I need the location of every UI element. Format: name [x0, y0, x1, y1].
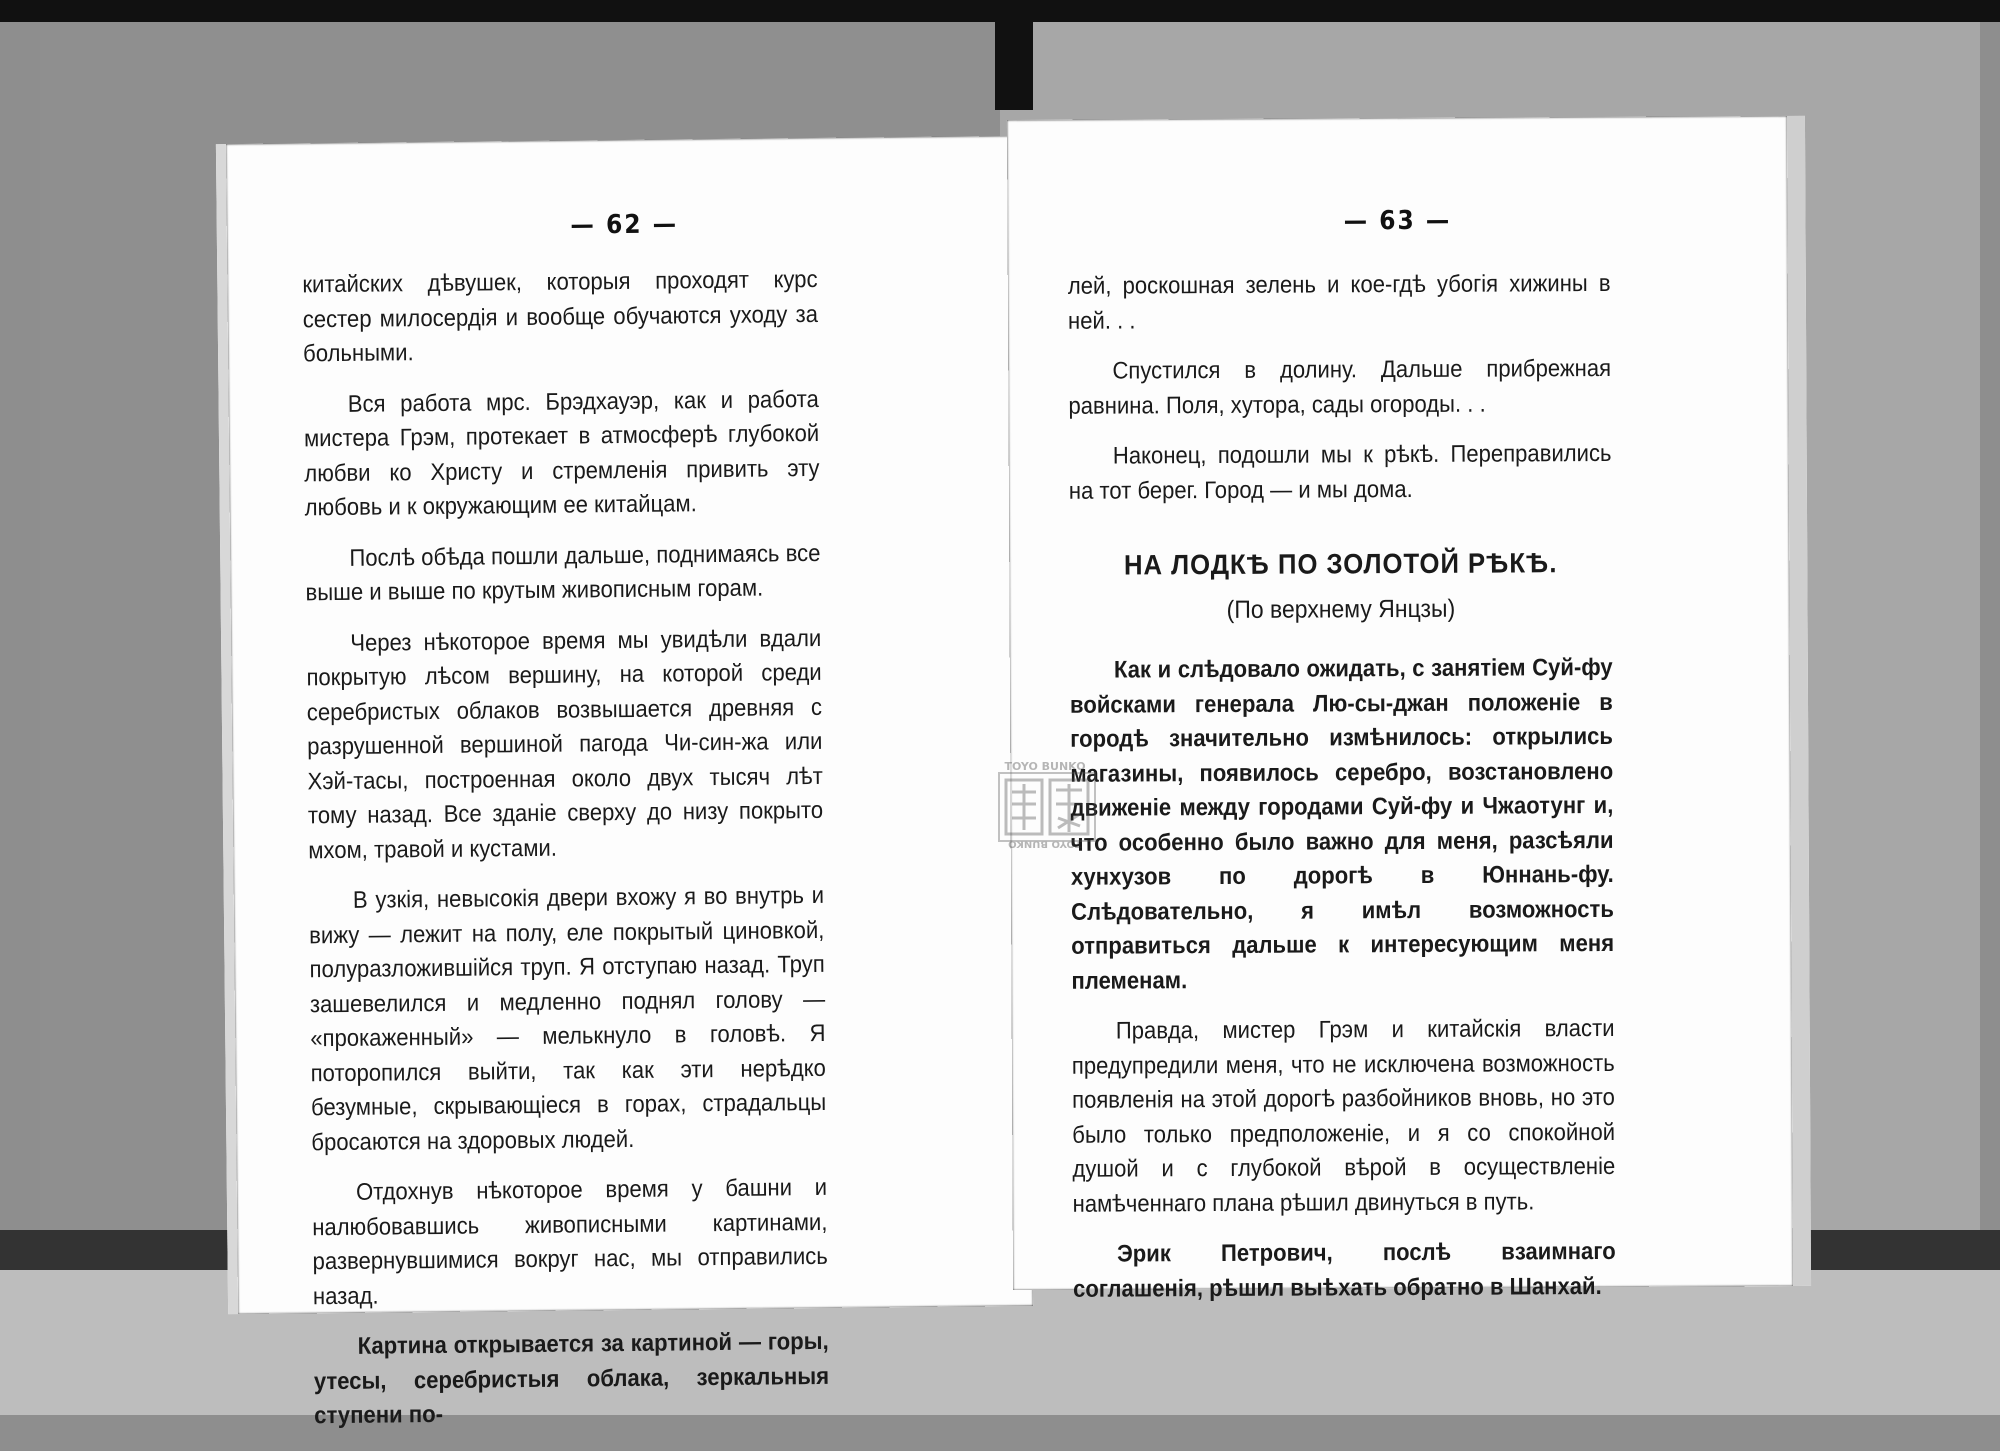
paragraph: лей, роскошная зелень и кое-гдѣ убогія хижины в ней. . . [1067, 269, 1611, 335]
paragraph: Вся работа мрс. Брэдхауэр, как и работа мистера Грэм, протекает в атмосферѣ глубокой любви ко Христу и стремленія привить эту любовь и к окружающим ее китайцам. [303, 385, 820, 522]
paragraph: В узкія, невысокія двери вхожу я во внутрь и вижу — лежит на полу, еле покрытый циновкой, полуразложившійся труп. Я отступаю назад. Труп зашевелился и медленно поднял голову — «прокаженный» — мелькнуло в головѣ. Я поторопился выйти, так как эти нерѣдко безумные, скрывающіеся в горах, страдальцы бросаются на здоровых людей. [309, 881, 827, 1156]
paragraph: китайских дѣвушек, которыя проходят курс сестер милосердія и вообще обучаются уходу за больными. [302, 265, 819, 368]
stamp-top-text: TOYO BUNKO [1004, 760, 1086, 773]
chapter-title: НА ЛОДКѢ ПО ЗОЛОТОЙ РѢКѢ. [1123, 547, 1558, 581]
page-number-right: — 63 — [1343, 205, 1452, 237]
stamp-bottom-text: TOYO BUNKO [1008, 838, 1082, 849]
paragraph: Картина открывается за картиной — горы, утесы, серебристыя облака, зеркальныя ступени по- [313, 1327, 830, 1430]
paragraph: Через нѣкоторое время мы увидѣли вдали покрытую лѣсом вершину, на которой среди серебристых облаков возвышается древняя с разрушенной вершиной пагода Чи-син-жа или Хэй-тасы, построенная около двух тысяч лѣт тому назад. Все зданіе сверху до низу покрыто мхом, травой и кустами. [306, 624, 824, 864]
left-page [216, 136, 1033, 1430]
right-page [1007, 116, 1811, 1303]
paragraph: Как и слѣдовало ожидать, с занятіем Суй-фу войсками генерала Лю-сы-джан положеніе в городѣ значительно измѣнилось: открылись магазины, появилось серебро, возстановлено движеніе между городами Суй-фу и Чжаотунг и, что особенно было важно для меня, разсѣяли хунхузов по дорогѣ в Юннань-фу. Слѣдовательно, я имѣл возможность отправиться дальше к интересующим меня племенам. [1069, 653, 1615, 995]
paragraph: Послѣ обѣда пошли дальше, поднимаясь все выше и выше по крутым живописным горам. [305, 539, 821, 607]
paragraph: Эрик Петрович, послѣ взаимнаго соглашенія, рѣшил выѣхать обратно в Шанхай. [1072, 1237, 1616, 1303]
gutter-black-edge [995, 0, 1033, 110]
chapter-subtitle: (По верхнему Янцзы) [1226, 594, 1456, 624]
right-page-text [1068, 267, 1616, 1323]
paragraph: Наконец, подошли мы к рѣкѣ. Переправились на тот берег. Город — и мы дома. [1068, 439, 1612, 505]
paragraph: Спустился в долину. Дальше прибрежная равнина. Поля, хутора, сады огороды. . . [1068, 354, 1612, 420]
paragraph: Отдохнув нѣкоторое время у башни и налюбовавшись живописными картинами, развернувшимися вокруг нас, мы отправились назад. [312, 1173, 828, 1310]
left-page-text [302, 263, 830, 1450]
paragraph: Правда, мистер Грэм и китайскія власти предупредили меня, что не исключена возможность появленія на этой дорогѣ разбойников вновь, но это было только предположеніе, и я со спокойной душой и с глубокой вѣрой в осуществленіе намѣченнаго плана рѣшил двинуться в путь. [1071, 1014, 1616, 1218]
page-number-left: — 62 — [570, 209, 679, 241]
library-stamp-watermark [990, 760, 1100, 850]
stamp-seal-icon [998, 772, 1096, 842]
